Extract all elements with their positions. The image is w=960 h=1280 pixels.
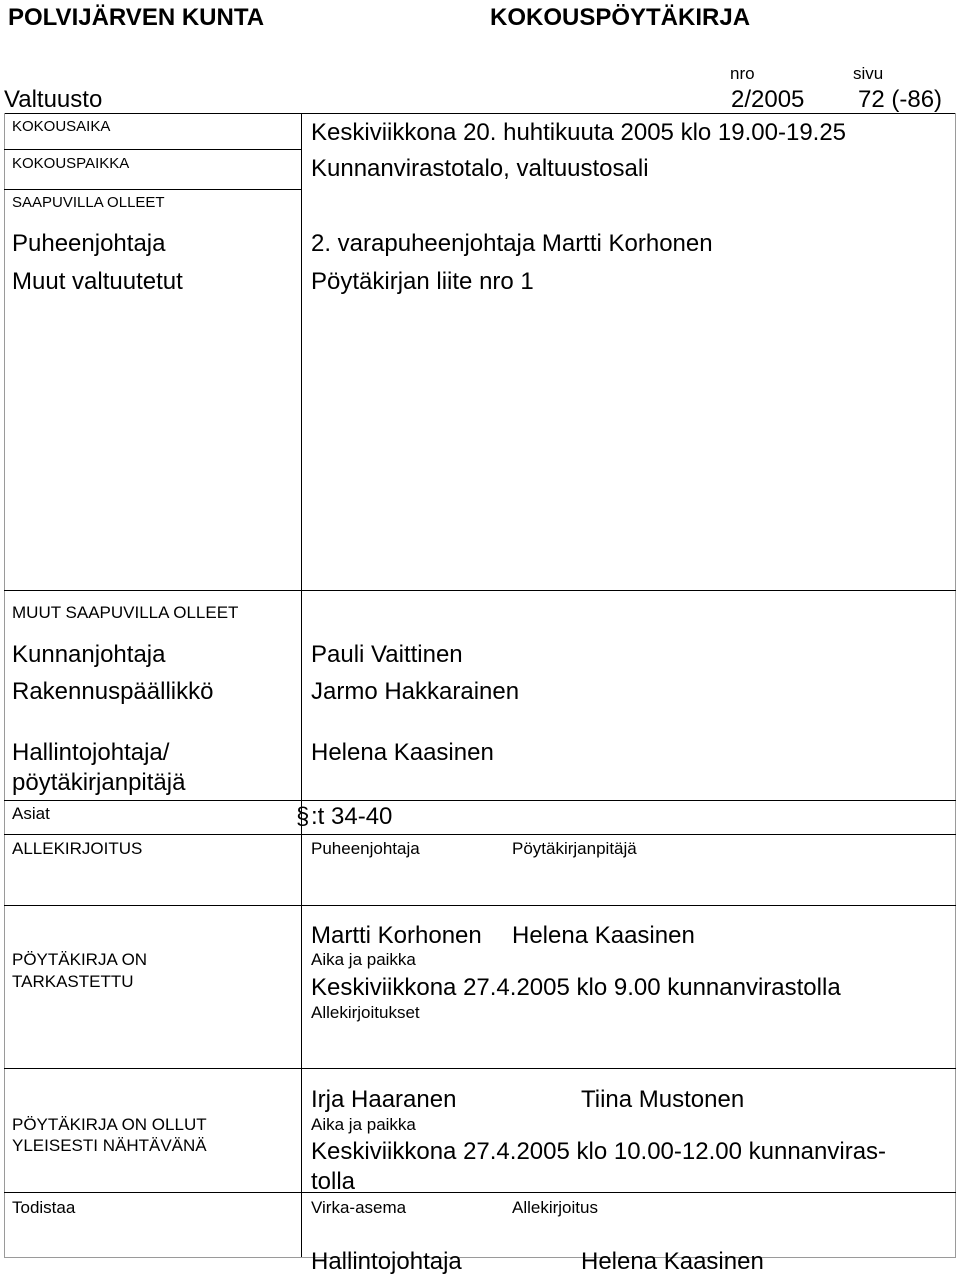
- items-label: Asiat: [12, 804, 50, 823]
- role-label-continued: pöytäkirjanpitäjä: [12, 769, 186, 796]
- nro-label: nro: [730, 64, 755, 83]
- body-name: Valtuusto: [4, 86, 103, 113]
- meeting-time: Keskiviikkona 20. huhtikuuta 2005 klo 19.00-19.25: [311, 119, 847, 146]
- bottom-border: [4, 1257, 956, 1258]
- role-label: Hallintojohtaja/: [12, 739, 170, 766]
- section-sign: §: [296, 803, 310, 830]
- certifier-name: Helena Kaasinen: [581, 1248, 764, 1275]
- document-type: KOKOUSPÖYTÄKIRJA: [490, 4, 751, 31]
- public-display-label-continued: YLEISESTI NÄHTÄVÄNÄ: [12, 1136, 207, 1155]
- position-label: Virka-asema: [311, 1198, 407, 1217]
- top-border: [4, 113, 956, 114]
- right-border: [955, 113, 956, 1258]
- meeting-number: 2/2005: [731, 86, 805, 113]
- left-border: [4, 113, 5, 1258]
- chair-signature-label: Puheenjohtaja: [311, 839, 420, 858]
- secretary-signature-label: Pöytäkirjanpitäjä: [512, 839, 637, 858]
- inspection-signatures-label: Allekirjoitukset: [311, 1003, 420, 1022]
- inspected-label: PÖYTÄKIRJA ON: [12, 950, 148, 969]
- section-divider: [4, 905, 956, 906]
- chair-signature-name: Martti Korhonen: [311, 922, 482, 949]
- inspection-time-place-label: Aika ja paikka: [311, 950, 416, 969]
- inspected-label-continued: TARKASTETTU: [12, 972, 134, 991]
- municipality-name: POLVIJÄRVEN KUNTA: [8, 4, 265, 31]
- column-divider: [301, 113, 302, 1258]
- role-label: Kunnanjohtaja: [12, 641, 166, 668]
- person-name: Pauli Vaittinen: [311, 641, 463, 668]
- meeting-place-label: KOKOUSPAIKKA: [12, 155, 130, 172]
- section-divider: [4, 834, 956, 835]
- row-divider: [4, 149, 301, 150]
- present-label: SAAPUVILLA OLLEET: [12, 194, 165, 211]
- chair-name: 2. varapuheenjohtaja Martti Korhonen: [311, 230, 713, 257]
- certifier-position: Hallintojohtaja: [311, 1248, 462, 1275]
- section-divider: [4, 800, 956, 801]
- others-present-label: MUUT SAAPUVILLA OLLEET: [12, 603, 239, 622]
- row-divider: [4, 189, 301, 190]
- meeting-time-label: KOKOUSAIKA: [12, 118, 111, 135]
- public-time-place: Keskiviikkona 27.4.2005 klo 10.00-12.00 kunnanviras-: [311, 1138, 887, 1165]
- secretary-signature-name: Helena Kaasinen: [512, 922, 695, 949]
- other-councillors-label: Muut valtuutetut: [12, 268, 183, 295]
- public-display-label: PÖYTÄKIRJA ON OLLUT: [12, 1115, 207, 1134]
- signature-label: ALLEKIRJOITUS: [12, 839, 143, 858]
- meeting-place: Kunnanvirastotalo, valtuustosali: [311, 155, 649, 182]
- public-time-place-continued: tolla: [311, 1168, 356, 1195]
- inspector-name: Irja Haaranen: [311, 1086, 457, 1113]
- inspection-time-place: Keskiviikkona 27.4.2005 klo 9.00 kunnanvirastolla: [311, 974, 841, 1001]
- other-councillors: Pöytäkirjan liite nro 1: [311, 268, 534, 295]
- person-name: Helena Kaasinen: [311, 739, 494, 766]
- sivu-label: sivu: [853, 64, 884, 83]
- role-label: Rakennuspäällikkö: [12, 678, 214, 705]
- section-divider: [4, 1068, 956, 1069]
- section-divider: [4, 1192, 956, 1193]
- inspector-name: Tiina Mustonen: [581, 1086, 745, 1113]
- chair-label: Puheenjohtaja: [12, 230, 166, 257]
- public-time-place-label: Aika ja paikka: [311, 1115, 416, 1134]
- page-number: 72 (-86): [858, 86, 943, 113]
- items-range: :t 34-40: [311, 803, 393, 830]
- certify-signature-label: Allekirjoitus: [512, 1198, 598, 1217]
- certify-label: Todistaa: [12, 1198, 76, 1217]
- section-divider: [4, 590, 956, 591]
- person-name: Jarmo Hakkarainen: [311, 678, 520, 705]
